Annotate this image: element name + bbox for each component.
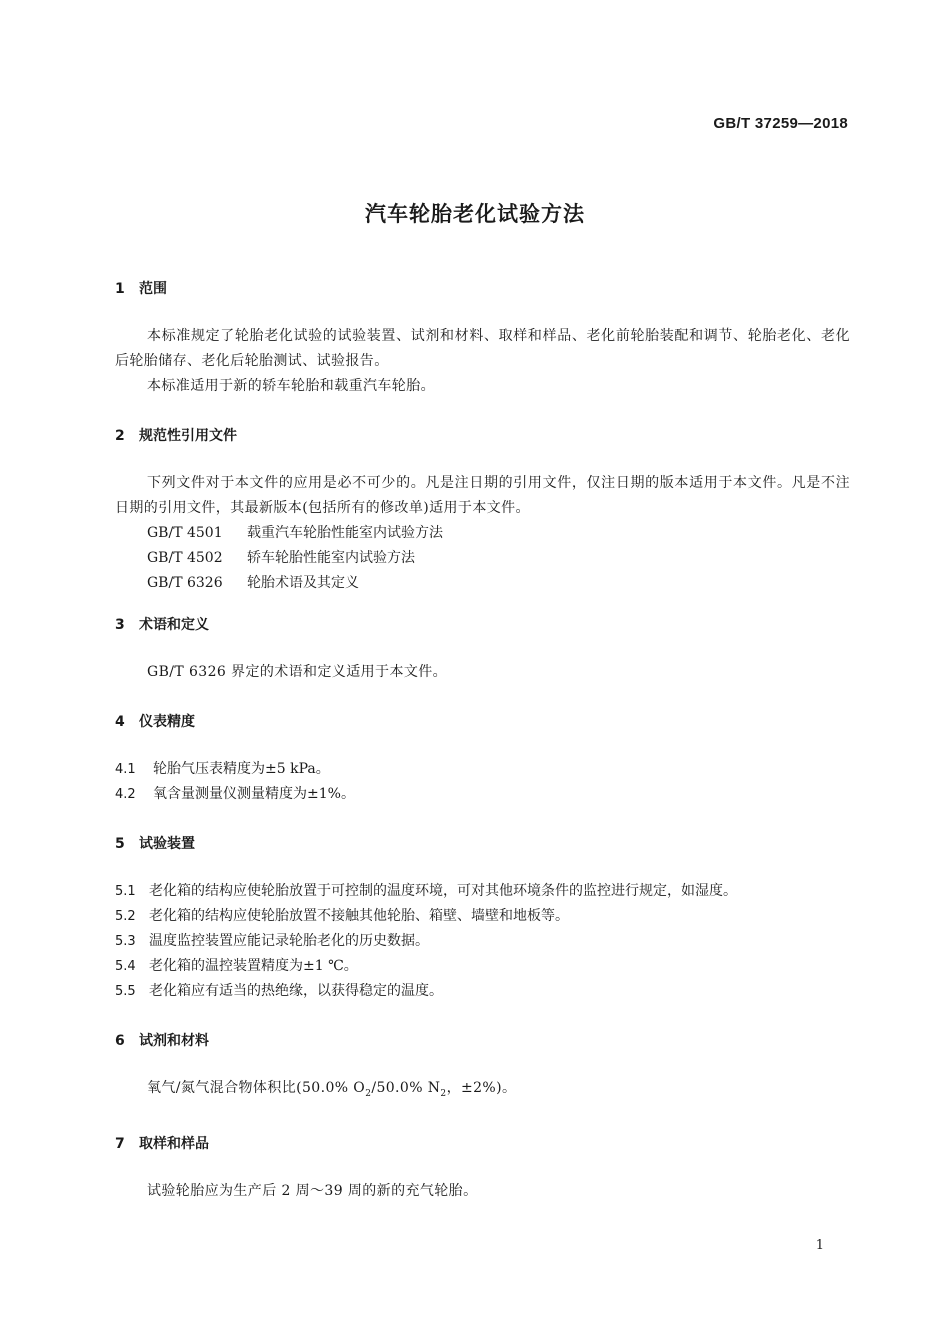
normative-references-paragraph: 下列文件对于本文件的应用是必不可少的。凡是注日期的引用文件，仅注日期的版本适用于本文件。凡是不注日期的引用文件，其最新版本(包括所有的修改单)适用于本文件。: [115, 475, 850, 516]
clause-number: 5.5: [115, 984, 136, 999]
subscript: 2: [365, 1088, 372, 1099]
section-1-heading: [115, 278, 850, 300]
document-title: 汽车轮胎老化试验方法: [365, 202, 585, 226]
section-number: 2: [115, 428, 125, 444]
clause-text: 温度监控装置应能记录轮胎老化的历史数据。: [149, 933, 429, 949]
clause-item: [115, 879, 850, 904]
clause-item: [115, 757, 850, 782]
reagents-paragraph: [115, 1076, 850, 1107]
reagents-text-suffix: ，±2%)。: [446, 1080, 517, 1096]
section-2-heading: [115, 425, 850, 447]
clause-text: 轮胎气压表精度为±5 kPa。: [153, 761, 330, 777]
standard-code: GB/T 37259—2018: [713, 115, 848, 132]
clause-item: [115, 979, 850, 1004]
section-3-heading: [115, 614, 850, 636]
reference-title: 载重汽车轮胎性能室内试验方法: [247, 525, 443, 541]
section-number: 7: [115, 1135, 125, 1152]
clause-number: 4.1: [115, 762, 136, 777]
scope-paragraph-2: 本标准适用于新的轿车轮胎和载重汽车轮胎。: [147, 378, 435, 394]
document-body: [115, 278, 850, 1204]
section-number: 4: [115, 714, 125, 730]
section-number: 1: [115, 281, 125, 297]
reference-code: GB/T 4501: [147, 525, 223, 541]
section-7-heading: [115, 1133, 850, 1155]
clause-text: 老化箱的温控装置精度为±1 ℃。: [149, 958, 358, 974]
scope-paragraph-1: 本标准规定了轮胎老化试验的试验装置、试剂和材料、取样和样品、老化前轮胎装配和调节、轮胎老化、老化后轮胎储存、老化后轮胎测试、试验报告。: [115, 328, 850, 369]
clause-number: 4.2: [115, 787, 136, 802]
section-title: 试验装置: [139, 836, 195, 852]
section-6-heading: [115, 1030, 850, 1052]
reference-code: GB/T 6326: [147, 575, 223, 591]
section-title: 范围: [139, 281, 167, 297]
reference-code: GB/T 4502: [147, 550, 223, 566]
reagents-text-prefix: 氧气/氮气混合物体积比(50.0% O: [147, 1080, 366, 1096]
clause-item: [115, 954, 850, 979]
reference-item: [115, 546, 850, 571]
section-5-heading: [115, 833, 850, 855]
clause-number: 5.3: [115, 934, 136, 949]
page-number: 1: [815, 1238, 824, 1253]
terms-paragraph: GB/T 6326 界定的术语和定义适用于本文件。: [147, 664, 448, 680]
clause-item: [115, 904, 850, 929]
subscript: 2: [440, 1088, 447, 1099]
clause-number: 5.2: [115, 909, 136, 924]
section-title: 术语和定义: [139, 617, 209, 633]
section-title: 仪表精度: [139, 714, 195, 730]
section-title: 试剂和材料: [139, 1033, 209, 1049]
reagents-text-middle: /50.0% N: [371, 1080, 441, 1096]
reference-title: 轮胎术语及其定义: [247, 575, 359, 591]
section-number: 5: [115, 836, 125, 852]
section-4-heading: [115, 711, 850, 733]
clause-item: [115, 929, 850, 954]
section-title: 规范性引用文件: [139, 428, 237, 444]
clause-text: 老化箱应有适当的热绝缘，以获得稳定的温度。: [149, 983, 443, 999]
reference-item: [115, 571, 850, 596]
section-number: 3: [115, 617, 125, 633]
sampling-paragraph: 试验轮胎应为生产后 2 周～39 周的新的充气轮胎。: [147, 1182, 478, 1199]
clause-item: [115, 782, 850, 807]
clause-text: 氧含量测量仪测量精度为±1%。: [153, 786, 355, 802]
clause-number: 5.4: [115, 959, 136, 974]
section-title: 取样和样品: [139, 1135, 209, 1152]
section-number: 6: [115, 1033, 125, 1049]
reference-title: 轿车轮胎性能室内试验方法: [247, 550, 415, 566]
clause-text: 老化箱的结构应使轮胎放置于可控制的温度环境，可对其他环境条件的监控进行规定，如湿度。: [149, 883, 737, 899]
clause-text: 老化箱的结构应使轮胎放置不接触其他轮胎、箱壁、墙壁和地板等。: [149, 908, 569, 924]
clause-number: 5.1: [115, 884, 136, 899]
reference-item: [115, 521, 850, 546]
